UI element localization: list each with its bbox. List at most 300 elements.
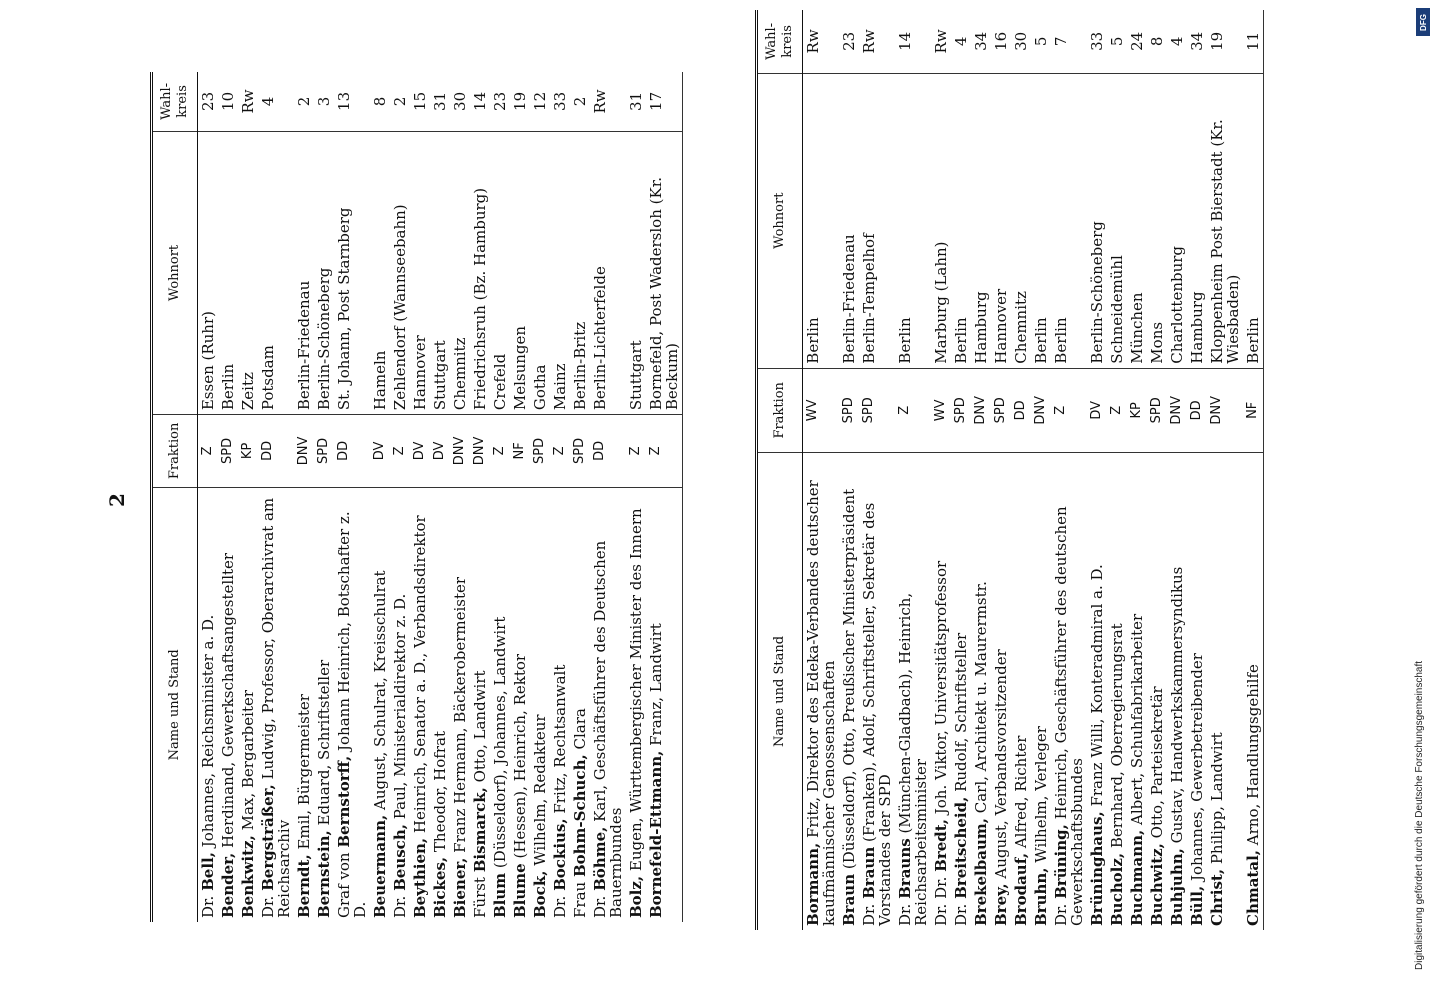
member-details: Fritz, Rechtsanwalt [551, 664, 569, 814]
member-name [1147, 452, 1167, 930]
member-details: Herdinand, Gewerkschaftsangestellter [219, 552, 237, 849]
member-wohnort: Hameln [370, 131, 390, 414]
table-header [757, 10, 803, 930]
member-details: Johannes, Reichsminister a. D. [199, 614, 217, 848]
table-row [991, 10, 1011, 930]
member-details: (Franken), Adolf, Schriftsteller, Sekretär des Vorstandes der SPD [860, 502, 894, 926]
member-title: Dr. [591, 895, 609, 918]
header-wahlkreis: Wahl-kreis [757, 10, 803, 73]
member-wahlkreis: 24 [1127, 10, 1147, 73]
member-name [258, 487, 294, 922]
member-fraktion: NF [1243, 368, 1264, 452]
member-wohnort: Stuttgart [626, 131, 646, 414]
member-details: (München-Gladbach), Heinrich, Reichsarbeitsminister [896, 592, 930, 926]
member-wahlkreis: 31 [430, 72, 450, 131]
table-row [470, 72, 490, 922]
member-wahlkreis: 33 [1087, 10, 1107, 73]
table-row [218, 72, 238, 922]
member-fraktion: DV [1087, 368, 1107, 452]
member-fraktion: WV [931, 368, 951, 452]
member-fraktion: DNV [971, 368, 991, 452]
member-surname: Brauns [896, 838, 914, 899]
member-details: (Düsseldorf), Johannes, Landwirt [491, 616, 509, 869]
member-wahlkreis: Rw [859, 10, 895, 73]
member-surname: Beusch, [391, 824, 409, 891]
member-wahlkreis: 14 [470, 72, 490, 131]
member-wohnort: Kloppenheim Post Bierstadt (Kr. Wiesbaden) [1207, 73, 1243, 368]
table-row [1087, 10, 1107, 930]
member-surname: Bohm-Schuch, [571, 754, 589, 878]
member-wahlkreis: Rw [238, 72, 258, 131]
member-fraktion: DD [1187, 368, 1207, 452]
member-surname: Bernstorff, [335, 755, 353, 848]
member-wohnort: Chemnitz [1011, 73, 1031, 368]
member-wahlkreis: 2 [570, 72, 590, 131]
member-wahlkreis: 7 [1051, 10, 1087, 73]
member-name [334, 487, 370, 922]
member-name [430, 487, 450, 922]
member-details: Franz, Landwirt [647, 623, 665, 746]
member-wohnort: Mons [1147, 73, 1167, 368]
table-row [314, 72, 334, 922]
member-fraktion: DNV [1167, 368, 1187, 452]
member-wahlkreis: 12 [530, 72, 550, 131]
header-wohnort: Wohnort [152, 131, 198, 414]
footer-credit [1414, 500, 1428, 980]
member-details: Johann Heinrich, Botschafter z. D. [335, 511, 369, 918]
member-name [1087, 452, 1107, 930]
member-name [510, 487, 530, 922]
table-header [152, 72, 198, 922]
member-name [370, 487, 390, 922]
member-name [410, 487, 430, 922]
member-details: Joh. Viktor, Universitätsprofessor [932, 560, 950, 815]
member-details: Franz Willi, Konteradmiral a. D. [1088, 564, 1106, 807]
member-surname: Bock, [531, 870, 549, 918]
member-name [895, 452, 931, 930]
member-surname: Brüninghaus, [1088, 811, 1106, 926]
member-wohnort: Berlin-Lichterfelde [590, 131, 626, 414]
member-wohnort: Berlin [895, 73, 931, 368]
member-wohnort: Bornefeld, Post Wadersloh (Kr. Beckum) [646, 131, 683, 414]
member-wahlkreis: 4 [1167, 10, 1187, 73]
member-wahlkreis: Rw [590, 72, 626, 131]
member-wohnort: Berlin-Friedenau [294, 131, 314, 414]
table-row [390, 72, 410, 922]
member-wahlkreis: 19 [510, 72, 530, 131]
table-row [238, 72, 258, 922]
member-wahlkreis: 15 [410, 72, 430, 131]
member-fraktion: SPD [859, 368, 895, 452]
header-name: Name und Stand [152, 487, 198, 922]
member-wohnort: Berlin [1243, 73, 1264, 368]
member-wohnort: Berlin [803, 73, 840, 368]
member-wahlkreis: 11 [1243, 10, 1264, 73]
member-surname: Berndt, [295, 854, 313, 918]
member-wohnort: Berlin-Tempelhof [859, 73, 895, 368]
member-fraktion: DNV [470, 415, 490, 487]
member-wahlkreis: 23 [490, 72, 510, 131]
member-name [646, 487, 683, 922]
member-details: Karl, Geschäftsführer des Deutschen Bauernbundes [591, 540, 625, 918]
member-surname: Bruhn, [1032, 867, 1050, 926]
table-body-left [198, 72, 683, 922]
member-title: Graf von [335, 852, 353, 918]
member-fraktion: WV [803, 368, 840, 452]
member-wohnort: Berlin-Schöneberg [1087, 73, 1107, 368]
member-name [1187, 452, 1207, 930]
member-name [991, 452, 1011, 930]
member-name [1107, 452, 1127, 930]
member-wahlkreis: 14 [895, 10, 931, 73]
member-wahlkreis: 2 [294, 72, 314, 131]
member-fraktion: KP [1127, 368, 1147, 452]
member-wohnort: Crefeld [490, 131, 510, 414]
member-name [1243, 452, 1264, 930]
member-name [839, 452, 859, 930]
member-surname: Bergsträßer, [259, 784, 277, 891]
member-title: Dr. [199, 895, 217, 918]
member-wohnort: Melsungen [510, 131, 530, 414]
member-name [390, 487, 410, 922]
member-surname: Breitscheid, [952, 796, 970, 899]
member-details: Max, Bergarbeiter [239, 689, 257, 831]
table-row [951, 10, 971, 930]
member-surname: Bockius, [551, 818, 569, 891]
footer-text: Digitalisierung gefördert durch die Deutsche Forschungsgemeinschaft [1414, 660, 1425, 970]
member-fraktion: DD [1011, 368, 1031, 452]
member-surname: Böhme, [591, 826, 609, 891]
member-fraktion: Z [895, 368, 931, 452]
member-surname: Chmatal, [1244, 849, 1262, 926]
member-wahlkreis: 4 [951, 10, 971, 73]
table-row [1127, 10, 1147, 930]
member-fraktion: Z [646, 415, 683, 487]
member-wahlkreis: 23 [198, 72, 219, 131]
member-wohnort: Stuttgart [430, 131, 450, 414]
table-row [839, 10, 859, 930]
member-title: Dr. [1052, 903, 1070, 926]
table-row [1167, 10, 1187, 930]
header-fraktion: Fraktion [757, 368, 803, 452]
member-fraktion: SPD [1147, 368, 1167, 452]
member-details: Arno, Handlungsgehilfe [1244, 664, 1262, 846]
table-row [510, 72, 530, 922]
member-name [626, 487, 646, 922]
member-fraktion: DNV [294, 415, 314, 487]
member-wohnort: Essen (Ruhr) [198, 131, 219, 414]
member-wahlkreis: 16 [991, 10, 1011, 73]
member-surname: Bickes, [431, 856, 449, 918]
member-name [294, 487, 314, 922]
member-title: Dr. Dr. [932, 876, 950, 926]
member-details: August, Schulrat, Kreisschulrat [371, 570, 389, 811]
member-wohnort: Berlin [218, 131, 238, 414]
table-row [1031, 10, 1051, 930]
member-surname: Bell, [199, 852, 217, 891]
member-details: Wilhelm, Verleger [1032, 726, 1050, 863]
member-name [1167, 452, 1187, 930]
member-name [1011, 452, 1031, 930]
member-wohnort: Friedrichsruh (Bz. Hamburg) [470, 131, 490, 414]
member-surname: Brüning, [1052, 824, 1070, 899]
member-fraktion: Z [490, 415, 510, 487]
member-wahlkreis: 5 [1031, 10, 1051, 73]
member-wahlkreis: 2 [390, 72, 410, 131]
member-fraktion: KP [238, 415, 258, 487]
member-name [803, 452, 840, 930]
member-title: Dr. [860, 903, 878, 926]
header-fraktion: Fraktion [152, 415, 198, 487]
member-surname: Braun [840, 873, 858, 926]
member-details: Bernhard, Oberregierungsrat [1108, 623, 1126, 849]
table-row [1147, 10, 1167, 930]
table-row [530, 72, 550, 922]
member-surname: Brey, [992, 883, 1010, 926]
table-row [1051, 10, 1087, 930]
member-name [530, 487, 550, 922]
table-row [550, 72, 570, 922]
member-wohnort: Berlin [1051, 73, 1087, 368]
table-row [410, 72, 430, 922]
table-row [258, 72, 294, 922]
member-details: Fritz, Direktor des Edeka-Verbandes deutscher kaufmännischer Genossenschaften [804, 480, 838, 926]
member-details: Albert, Schuhfabrikarbeiter [1128, 613, 1146, 825]
member-wohnort: Zeitz [238, 131, 258, 414]
member-wohnort: Charlottenburg [1167, 73, 1187, 368]
member-wahlkreis: 33 [550, 72, 570, 131]
table-row [430, 72, 450, 922]
member-wohnort: Berlin-Friedenau [839, 73, 859, 368]
member-title: Dr. [259, 895, 277, 918]
member-wohnort: Hamburg [971, 73, 991, 368]
member-fraktion: DD [258, 415, 294, 487]
member-wohnort: Berlin [1031, 73, 1051, 368]
member-surname: Biener, [451, 857, 469, 918]
member-fraktion: DV [370, 415, 390, 487]
table-row [1207, 10, 1243, 930]
member-surname: Büll, [1188, 885, 1206, 926]
member-details: Paul, Ministerialdirektor z. D. [391, 593, 409, 820]
member-name [218, 487, 238, 922]
member-wahlkreis: 30 [450, 72, 470, 131]
member-name [859, 452, 895, 930]
member-title: Dr. [551, 895, 569, 918]
member-details: (Düsseldorf), Otto, Preußischer Ministerpräsident [840, 488, 858, 870]
member-surname: Blume [511, 863, 529, 918]
member-title: Fürst [471, 877, 489, 918]
member-surname: Christ, [1208, 868, 1226, 926]
table-row [334, 72, 370, 922]
member-wohnort: Berlin-Schöneberg [314, 131, 334, 414]
member-surname: Bucholz, [1108, 852, 1126, 926]
member-wohnort: Marburg (Lahn) [931, 73, 951, 368]
table-row [895, 10, 931, 930]
member-surname: Braun [860, 846, 878, 899]
member-wahlkreis: 31 [626, 72, 646, 131]
member-fraktion: Z [1051, 368, 1087, 452]
member-fraktion: SPD [530, 415, 550, 487]
table-row [490, 72, 510, 922]
member-wahlkreis: 8 [1147, 10, 1167, 73]
member-fraktion: SPD [218, 415, 238, 487]
table-row [971, 10, 991, 930]
member-name [1031, 452, 1051, 930]
table-row [450, 72, 470, 922]
member-wohnort: Potsdam [258, 131, 294, 414]
table-row [590, 72, 626, 922]
member-surname: Brodauf, [1012, 852, 1030, 926]
member-fraktion: SPD [314, 415, 334, 487]
member-name [470, 487, 490, 922]
member-details: Wilhelm, Redakteur [531, 714, 549, 866]
header-name: Name und Stand [757, 452, 803, 930]
table-row [1107, 10, 1127, 930]
member-wohnort: St. Johann, Post Starnberg [334, 131, 370, 414]
member-name [1207, 452, 1243, 930]
member-fraktion: DNV [1207, 368, 1243, 452]
member-details: Carl, Architekt u. Maurermstr. [972, 581, 990, 814]
member-details: Alfred, Richter [1012, 735, 1030, 849]
member-surname: Buhjuhn, [1168, 848, 1186, 926]
member-fraktion: SPD [951, 368, 971, 452]
member-details: Theodor, Hofrat [431, 731, 449, 853]
member-details: Philipp, Landwirt [1208, 732, 1226, 865]
member-table-left [150, 72, 683, 922]
dfg-logo: DFG [1416, 8, 1430, 36]
member-name [238, 487, 258, 922]
member-details: Johannes, Gewerbetreibender [1188, 653, 1206, 882]
member-details: Eugen, Württembergischer Minister des Innern [627, 508, 645, 872]
member-fraktion: Z [1107, 368, 1127, 452]
member-wahlkreis: 4 [258, 72, 294, 131]
member-fraktion: DNV [450, 415, 470, 487]
member-surname: Blum [491, 872, 509, 918]
member-details: Otto, Landwirt [471, 670, 489, 783]
member-fraktion: DV [410, 415, 430, 487]
member-fraktion: SPD [839, 368, 859, 452]
member-wohnort: Chemnitz [450, 131, 470, 414]
member-wahlkreis: Rw [803, 10, 840, 73]
member-details: Franz Hermann, Bäckerobermeister [451, 576, 469, 853]
member-table-right [755, 10, 1264, 930]
member-fraktion: DV [430, 415, 450, 487]
member-name [570, 487, 590, 922]
member-wahlkreis: 3 [314, 72, 334, 131]
member-details: Heinrich, Geschäftsführer des deutschen Gewerkschaftsbundes [1052, 506, 1086, 926]
member-wahlkreis: 34 [971, 10, 991, 73]
member-fraktion: DNV [1031, 368, 1051, 452]
header-wohnort: Wohnort [757, 73, 803, 368]
table-row [859, 10, 895, 930]
member-title: Dr. [952, 903, 970, 926]
member-fraktion: NF [510, 415, 530, 487]
member-details: Eduard, Schriftsteller [315, 659, 333, 826]
member-surname: Bormann, [804, 842, 822, 926]
member-surname: Brekelbaum, [972, 818, 990, 926]
member-details: (Hessen), Heinrich, Rektor [511, 653, 529, 859]
member-surname: Beuermann, [371, 814, 389, 918]
member-wahlkreis: 8 [370, 72, 390, 131]
member-wahlkreis: 23 [839, 10, 859, 73]
member-title: Dr. [896, 903, 914, 926]
member-name [590, 487, 626, 922]
table-body-right [803, 10, 1264, 930]
member-surname: Buchwitz, [1148, 843, 1166, 926]
member-details: Heinrich, Senator a. D., Verbandsdirektor [411, 515, 429, 834]
member-wohnort: Hamburg [1187, 73, 1207, 368]
member-wahlkreis: 5 [1107, 10, 1127, 73]
page-number: 2 [105, 493, 129, 507]
member-wahlkreis: 34 [1187, 10, 1207, 73]
member-fraktion: SPD [570, 415, 590, 487]
table-row [1187, 10, 1207, 930]
member-wahlkreis: 17 [646, 72, 683, 131]
member-details: Otto, Parteisekretär [1148, 686, 1166, 839]
member-wohnort: Hannover [410, 131, 430, 414]
member-title: Dr. [391, 895, 409, 918]
member-details: Rudolf, Schriftsteller [952, 632, 970, 792]
header-wahlkreis: Wahl-kreis [152, 72, 198, 131]
member-surname: Bredt, [932, 819, 950, 872]
member-name [314, 487, 334, 922]
member-name [1051, 452, 1087, 930]
member-details: Ludwig, Professor, Oberarchivrat am Reichsarchiv [259, 497, 293, 918]
table-row [198, 72, 219, 922]
member-wohnort: Hannover [991, 73, 1011, 368]
member-wohnort: Zehlendorf (Wannseebahn) [390, 131, 410, 414]
member-wahlkreis: Rw [931, 10, 951, 73]
member-name [550, 487, 570, 922]
member-title: Frau [571, 881, 589, 918]
member-wahlkreis: 30 [1011, 10, 1031, 73]
member-wohnort: Gotha [530, 131, 550, 414]
member-surname: Bismarck, [471, 787, 489, 873]
table-row [1011, 10, 1031, 930]
member-name [931, 452, 951, 930]
member-wohnort: Schneidemühl [1107, 73, 1127, 368]
table-row [646, 72, 683, 922]
member-surname: Beythien, [411, 837, 429, 918]
member-details: Gustav, Handwerkskammersyndikus [1168, 566, 1186, 844]
member-wahlkreis: 10 [218, 72, 238, 131]
table-row [294, 72, 314, 922]
member-name [971, 452, 991, 930]
member-name [1127, 452, 1147, 930]
member-surname: Buchmann, [1128, 829, 1146, 926]
member-wahlkreis: 19 [1207, 10, 1243, 73]
member-surname: Bolz, [627, 875, 645, 918]
member-surname: Benkwitz, [239, 835, 257, 918]
member-surname: Bernstein, [315, 830, 333, 918]
member-fraktion: Z [390, 415, 410, 487]
member-details: Emil, Bürgermeister [295, 694, 313, 850]
member-surname: Bornefeld-Ettmann, [647, 750, 665, 918]
member-fraktion: Z [550, 415, 570, 487]
member-fraktion: SPD [991, 368, 1011, 452]
table-row [803, 10, 840, 930]
member-wohnort: München [1127, 73, 1147, 368]
member-fraktion: Z [626, 415, 646, 487]
member-fraktion: DD [334, 415, 370, 487]
member-name [450, 487, 470, 922]
member-details: August, Verbandsvorsitzender [992, 649, 1010, 879]
member-name [490, 487, 510, 922]
member-surname: Bender, [219, 852, 237, 918]
member-fraktion: DD [590, 415, 626, 487]
member-name [951, 452, 971, 930]
table-row [931, 10, 951, 930]
